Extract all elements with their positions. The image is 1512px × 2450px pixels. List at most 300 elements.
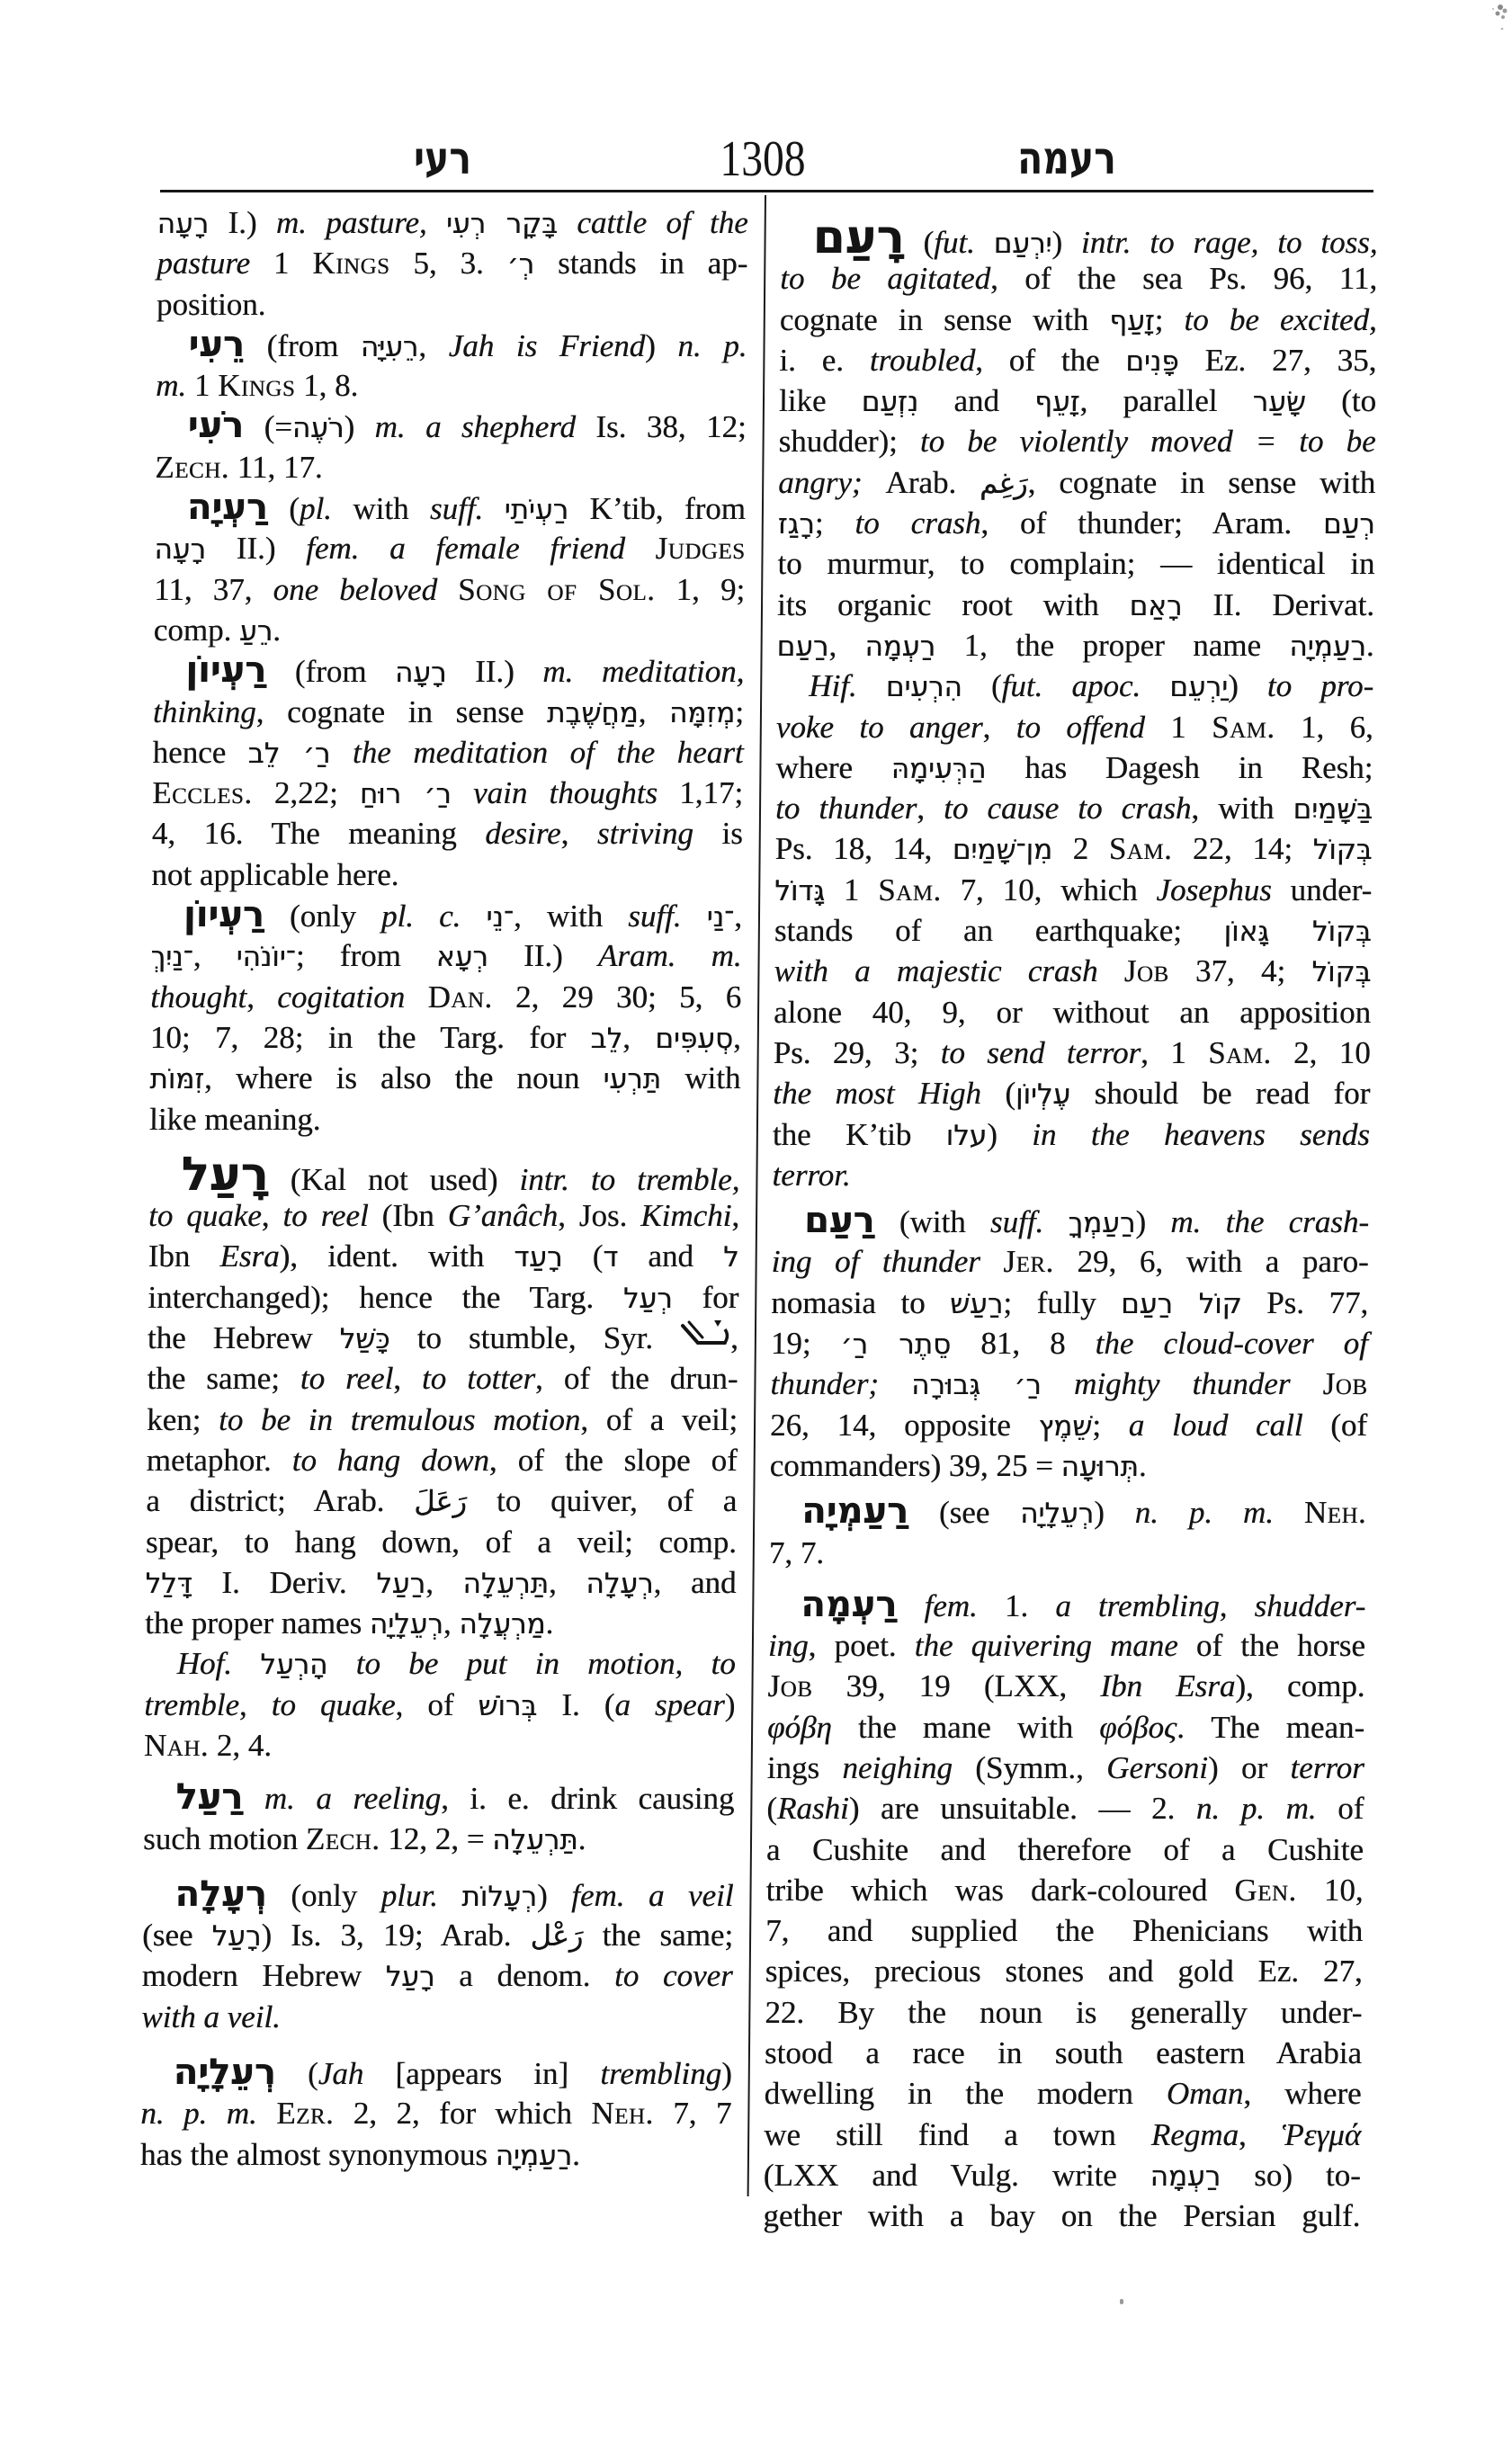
text-line: [146, 1480, 737, 1521]
dictionary-entry: [140, 2052, 732, 2175]
hebrew-word: רַ׳ רוּחַ: [359, 778, 452, 811]
text-line: [150, 977, 741, 1017]
text-line: [147, 1399, 738, 1440]
text: 1: [193, 368, 219, 404]
hebrew-word: רָעַל: [385, 1961, 435, 1994]
text-line: [778, 421, 1375, 461]
text: II. Derivat.: [1182, 586, 1375, 622]
text: , where is also the noun: [203, 1060, 604, 1096]
text: .: [571, 2136, 581, 2172]
text: .: [1365, 627, 1374, 663]
text: , and: [653, 1564, 737, 1600]
text: where: [775, 749, 891, 785]
hebrew-word: רַעַשׁ: [949, 1287, 1004, 1320]
italic-text: G’anâch: [447, 1198, 559, 1234]
text: , of thunder; Aram.: [980, 505, 1324, 541]
hebrew-word: רְעֵלָיָה: [369, 1608, 444, 1641]
text: ,: [731, 1198, 740, 1234]
text: under-: [1271, 872, 1373, 908]
hebrew-word: רָעָה: [154, 533, 207, 567]
scripture-reference: Dan.: [427, 979, 493, 1015]
text: 1, 6,: [1275, 709, 1374, 745]
text: a Cushite and therefore of a Cushite: [765, 1831, 1364, 1867]
hebrew-word: רָגַז: [777, 508, 815, 541]
text-line: [142, 1874, 733, 1915]
italic-text: one beloved: [273, 571, 459, 607]
text-line: [148, 1277, 738, 1318]
scripture-reference: Job: [1322, 1366, 1368, 1402]
text: , of: [395, 1686, 479, 1722]
italic-text: m. a shepherd: [374, 409, 596, 445]
scripture-reference: Job: [1123, 953, 1169, 989]
text-line: [765, 1992, 1362, 2033]
hebrew-word: סֵתֶר רַ׳: [840, 1328, 952, 1362]
text: and: [918, 383, 1035, 419]
italic-text: to hang down: [291, 1442, 490, 1478]
text: 22, 14;: [1172, 831, 1313, 867]
text-line: [766, 1788, 1364, 1829]
text: gether with a bay on the Persian gulf.: [763, 2198, 1361, 2234]
text: with: [660, 1060, 741, 1096]
text: we still find a town: [764, 2116, 1151, 2152]
hebrew-word: קוֹל רַעַם: [1121, 1287, 1242, 1320]
text: 1, 8.: [295, 368, 359, 404]
text: K’tib, from: [568, 491, 747, 527]
hebrew-word: בָּקָר רְעִי: [445, 208, 559, 240]
italic-text: desire: [485, 816, 561, 852]
italic-text: m. meditation,: [542, 654, 745, 690]
headword: רְעֵלָיָה: [173, 2052, 277, 2094]
italic-text: to be put in motion, to: [327, 1646, 736, 1682]
text: dwelling in the modern: [764, 2076, 1167, 2112]
text-line: [773, 1033, 1370, 1073]
hebrew-word: נִזְעַם: [861, 386, 919, 419]
headword: רֵעִי: [188, 323, 246, 365]
text: ,: [443, 1605, 460, 1641]
scripture-reference: Neh.: [1303, 1495, 1367, 1531]
text: like meaning.: [148, 1101, 321, 1137]
scripture-reference: Job: [767, 1668, 813, 1704]
text-line: [763, 2195, 1360, 2236]
text-line: [765, 1910, 1363, 1951]
text-line: [776, 625, 1373, 666]
text: (Ibn: [368, 1198, 448, 1234]
text: with: [331, 491, 431, 527]
text-line: [777, 585, 1374, 625]
text-line: [142, 1915, 733, 1955]
text: ,: [729, 1320, 739, 1356]
hebrew-word: בְּקוֹל גָּאוֹן: [1223, 916, 1373, 949]
text: spear, to hang down, of a veil; comp.: [145, 1524, 738, 1560]
text: ,: [261, 1198, 283, 1234]
hebrew-word: רַעְיֹתַי: [504, 494, 569, 527]
text: 7, 7: [653, 2096, 732, 2132]
hebrew-word: רַעַמְךָ: [1068, 1207, 1136, 1240]
text-line: [765, 1870, 1363, 1910]
italic-text: to totter: [421, 1361, 536, 1397]
hebrew-word: מַרְעֲלָה: [459, 1608, 546, 1641]
text: (only: [264, 899, 382, 934]
text-line: [776, 707, 1373, 747]
text: shudder);: [778, 424, 921, 460]
text-line: [769, 1533, 1366, 1573]
text: and: [618, 1238, 724, 1274]
italic-text: Oman: [1166, 2076, 1244, 2112]
text: II.): [446, 654, 543, 690]
text: stands of an earthquake;: [774, 913, 1224, 949]
hebrew-word: ד: [603, 1241, 619, 1274]
text: (with: [874, 1204, 991, 1240]
text-line: [148, 1147, 740, 1202]
text: (: [904, 225, 935, 260]
text: , cognate in sense: [255, 693, 548, 729]
hebrew-word: יִרְעַם: [993, 228, 1052, 260]
italic-text: Esra: [219, 1238, 280, 1274]
text: the proper names: [144, 1605, 371, 1641]
scripture-reference: Sam.: [877, 872, 942, 908]
text: of the horse: [1177, 1628, 1366, 1664]
text: cognate in sense with: [779, 301, 1110, 337]
text: , Jos.: [558, 1198, 641, 1234]
text-line: [768, 1585, 1365, 1625]
text: tribe which was dark-coloured: [765, 1872, 1235, 1908]
headword: רַעַמְיָה: [801, 1490, 909, 1533]
text-line: [147, 1358, 738, 1399]
italic-text: m. pasture,: [275, 205, 447, 240]
italic-text: trembling: [600, 2056, 722, 2092]
text-line: [778, 462, 1375, 503]
text-line: [779, 340, 1376, 380]
hebrew-word: גָּדוֹל: [774, 874, 826, 908]
text: , i. e. drink causing: [440, 1781, 735, 1817]
scripture-reference: Nah.: [143, 1727, 210, 1763]
text: a denom.: [434, 1958, 615, 1994]
italic-text: Josephus: [1156, 872, 1272, 908]
italic-text: Rashi: [776, 1791, 849, 1827]
scan-speck: [1120, 2299, 1123, 2304]
text: Ps. 18, 14,: [774, 831, 953, 867]
text: ): [1051, 225, 1082, 260]
dictionary-entry: [157, 202, 748, 325]
text-line: [147, 1440, 738, 1480]
scripture-reference: Kings: [218, 368, 296, 404]
headword-large: רָעַל: [181, 1147, 270, 1202]
text: ,: [734, 899, 743, 934]
text: ), comp.: [1235, 1668, 1365, 1704]
text: ;: [814, 505, 855, 541]
text: ,: [425, 1564, 463, 1600]
text: ,: [982, 709, 1016, 745]
dictionary-entry: [772, 210, 1378, 1195]
text: 22. By the noun is generally under-: [765, 1994, 1363, 2030]
hebrew-word: רָעַל: [211, 1920, 262, 1954]
text: , of the slope of: [488, 1442, 738, 1478]
text: of: [1316, 1791, 1364, 1827]
text-line: [145, 1643, 736, 1684]
text: ) or: [1207, 1749, 1291, 1785]
hebrew-word: פָּנִים: [1125, 344, 1179, 378]
hebrew-word: בַּשָּׁמַיִם: [1293, 793, 1373, 827]
text: its organic root with: [776, 586, 1130, 622]
arabic-word: رَعْل: [530, 1918, 584, 1954]
text: ,: [1238, 2116, 1283, 2152]
text: ): [536, 1877, 572, 1913]
text-line: [156, 325, 747, 365]
text: (to: [1305, 383, 1377, 419]
hebrew-word: רְ׳: [506, 248, 535, 282]
running-head-left: רעי: [413, 132, 472, 184]
italic-text: plur.: [380, 1877, 462, 1913]
hebrew-word: רַעַמְיָה: [1289, 630, 1367, 663]
hebrew-word: סְעִפִּים: [655, 1022, 734, 1055]
scripture-reference: Gen.: [1234, 1872, 1297, 1908]
hebrew-word: תַּרְעִי: [603, 1063, 662, 1096]
hebrew-word: רֵעִיָּה: [360, 330, 419, 363]
text: ,: [638, 693, 670, 729]
text-line: [148, 1195, 739, 1236]
italic-text: terror: [1290, 1749, 1364, 1785]
italic-text: a spear: [614, 1686, 725, 1722]
text: i. e.: [779, 342, 871, 378]
text: has the almost synonymous: [139, 2136, 496, 2172]
italic-text: to pro-: [1266, 668, 1374, 704]
text: 10; 7, 28; in the Targ. for: [149, 1019, 591, 1055]
text: II.): [205, 531, 307, 567]
text-line: [151, 895, 742, 935]
italic-text: a loud call: [1128, 1407, 1331, 1443]
text: 1: [824, 872, 879, 908]
italic-text: tremble: [144, 1686, 240, 1722]
text: ): [1227, 668, 1268, 704]
text: 1, 9;: [655, 571, 746, 607]
text: ;: [1092, 1407, 1129, 1443]
text-line: [769, 1491, 1366, 1532]
text: metaphor.: [146, 1442, 292, 1478]
text: (see: [141, 1918, 212, 1954]
text: Ps. 29, 3;: [773, 1034, 941, 1070]
scripture-reference: Kings: [312, 246, 390, 282]
dictionary-entry: [141, 1874, 734, 2037]
italic-text: cattle of the: [557, 205, 748, 240]
text-line: [148, 1236, 739, 1276]
text: (: [962, 668, 1002, 704]
text: ): [1135, 1204, 1171, 1240]
italic-text: n. p. m.: [1195, 1791, 1317, 1827]
dictionary-entry: [763, 1585, 1365, 2237]
text-line: [774, 992, 1371, 1033]
text: (: [267, 491, 300, 527]
text: Ez. 27, 35,: [1178, 342, 1377, 378]
headword: רַעַל: [175, 1776, 244, 1819]
scripture-reference: Ezr.: [276, 2096, 335, 2132]
text-line: [143, 1819, 734, 1859]
dictionary-entry: [151, 650, 744, 895]
text-line: [141, 1997, 732, 2037]
text: 26, 14, opposite: [769, 1407, 1039, 1443]
dictionary-entry: [143, 1147, 740, 1766]
text: 2: [1051, 831, 1109, 867]
italic-text: terror.: [772, 1157, 851, 1193]
italic-text: Regma: [1150, 2116, 1239, 2152]
text-line: [155, 487, 746, 528]
italic-text: pasture: [157, 246, 274, 282]
italic-text: fut.: [933, 225, 994, 260]
italic-text: to quake: [148, 1198, 262, 1234]
text: ; from: [295, 938, 437, 974]
italic-text: to be violently moved = to be: [919, 424, 1376, 460]
text: commanders) 39, 25 =: [769, 1447, 1061, 1483]
hebrew-word: רָעָה: [157, 208, 210, 240]
italic-text: the most High: [773, 1076, 1006, 1112]
text-line: [144, 1685, 735, 1725]
arabic-word: رَغِم: [979, 465, 1028, 500]
headword: רַעְיָה: [186, 487, 269, 529]
text-line: [778, 503, 1375, 543]
italic-text: striving: [596, 816, 694, 852]
italic-text: m. the crash-: [1170, 1204, 1370, 1240]
left-column: [140, 202, 748, 2175]
text-line: [154, 528, 745, 568]
text: to quiver, of a: [466, 1483, 738, 1519]
italic-text: troubled: [869, 342, 976, 378]
italic-text: n. p.: [677, 327, 747, 363]
text: a district; Arab.: [146, 1483, 415, 1519]
hebrew-word: רַ׳ לֵב: [247, 737, 331, 770]
text: ,: [238, 1686, 272, 1722]
text: 29, 6, with a paro-: [1053, 1244, 1369, 1280]
text: (from: [244, 327, 362, 363]
text: ,: [828, 627, 865, 663]
text-line: [150, 1017, 741, 1058]
text: ,: [732, 1019, 742, 1055]
italic-text: suff.: [628, 899, 707, 934]
text-line: [772, 1201, 1369, 1241]
hebrew-word: שֵׁמֶץ: [1038, 1409, 1093, 1443]
hebrew-word: רָעַד: [514, 1241, 563, 1274]
text: ), ident. with: [279, 1238, 514, 1274]
text: so) to-: [1221, 2157, 1361, 2193]
italic-text: to cover: [613, 1958, 733, 1994]
text: (: [1005, 1076, 1016, 1112]
hebrew-word: זִמּוֹת: [149, 1063, 205, 1096]
headword: רַעְיוֹן: [185, 649, 267, 692]
text: , of the: [975, 342, 1126, 378]
italic-text: n. p. m.: [1134, 1495, 1305, 1531]
text-line: [157, 243, 747, 283]
text: (see: [908, 1495, 1021, 1531]
italic-text: m.: [155, 368, 195, 404]
text: the Hebrew: [147, 1320, 340, 1356]
italic-text: to crash: [854, 505, 981, 541]
text-line: [780, 300, 1377, 340]
text-line: [775, 747, 1373, 788]
italic-text: mighty thunder: [1041, 1366, 1323, 1402]
italic-text: thought: [150, 979, 247, 1015]
dictionary-entry: [154, 487, 747, 650]
text-line: [774, 910, 1372, 951]
text-line: [142, 1955, 733, 1996]
text: has Dagesh in Resh;: [986, 749, 1373, 785]
hebrew-word: רָעָה: [394, 657, 447, 690]
scripture-reference: Jer.: [1003, 1244, 1054, 1280]
scripture-reference: Neh.: [591, 2096, 654, 2132]
hebrew-word: עלו: [945, 1119, 988, 1152]
headword: רְעָלָה: [174, 1873, 268, 1915]
text-line: [771, 1241, 1368, 1282]
text-line: [157, 202, 748, 243]
hebrew-word: תְּרוּעָה: [1060, 1450, 1140, 1483]
text: spices, precious stones and gold Ez. 27,: [765, 1954, 1363, 1990]
text-line: [154, 569, 745, 610]
text: ): [644, 327, 678, 363]
running-head-right: רעמה: [1017, 132, 1116, 184]
text-line: [141, 2052, 732, 2093]
hebrew-word: תַּרְעֵלָה: [462, 1567, 550, 1600]
text: stood a race in south eastern Arabia: [764, 2035, 1363, 2071]
text-line: [777, 543, 1374, 584]
text: nomasia to: [771, 1284, 951, 1320]
text: , of a veil;: [580, 1401, 738, 1437]
text: ) are unsuitable. — 2.: [848, 1791, 1197, 1827]
italic-text: ing of thunder: [771, 1244, 1004, 1280]
text-line: [770, 1364, 1367, 1404]
italic-text: intr. to tremble,: [519, 1161, 740, 1197]
text: 1: [1170, 709, 1212, 745]
hebrew-word: רַ׳ גְּבוּרָה: [911, 1369, 1042, 1402]
text: ; fully: [1003, 1284, 1122, 1320]
text: 1, the proper name: [935, 627, 1290, 663]
hebrew-word: זָעַף: [1109, 304, 1155, 337]
text-line: [773, 1073, 1370, 1113]
text-line: [774, 951, 1371, 991]
text: ): [1094, 1495, 1135, 1531]
text: ,: [192, 938, 237, 974]
hebrew-word: שָׂעַר: [1252, 386, 1307, 419]
text: , where: [1243, 2076, 1362, 2112]
hebrew-word: ־נַיִךְ: [150, 941, 193, 974]
text: to stumble, Syr.: [389, 1320, 681, 1356]
italic-text: pl. c.: [380, 899, 487, 934]
page-number: 1308: [720, 131, 806, 187]
text-line: [774, 828, 1372, 869]
hebrew-word: ־נַי: [706, 901, 735, 934]
scripture-reference: Sam.: [1211, 709, 1275, 745]
stamp-fragment-icon: [1490, 2, 1511, 32]
italic-text: pl.: [299, 491, 333, 527]
arabic-word: رَعَلَ: [414, 1484, 468, 1519]
text: (: [562, 1238, 604, 1274]
italic-text: m. a reeling: [243, 1781, 442, 1817]
text-line: [774, 870, 1372, 910]
italic-text: fem. a female friend: [305, 531, 656, 567]
text-line: [776, 666, 1373, 706]
italic-text: to send terror: [940, 1034, 1141, 1070]
dictionary-entry: [143, 1777, 735, 1859]
text: .: [577, 1820, 586, 1856]
hebrew-word: רָאַם: [1129, 589, 1183, 622]
text: 4, 16. The meaning: [151, 816, 486, 852]
text: ,: [560, 816, 598, 852]
text: 2,22;: [252, 775, 361, 811]
italic-text: Jah is Friend: [448, 327, 646, 363]
text: II.): [488, 938, 599, 974]
text: ): [344, 409, 375, 445]
text-line: [156, 406, 747, 446]
text: (=: [244, 409, 293, 445]
text: . The mean-: [1176, 1709, 1365, 1745]
text-line: [146, 1522, 737, 1562]
text: the same;: [147, 1361, 301, 1397]
